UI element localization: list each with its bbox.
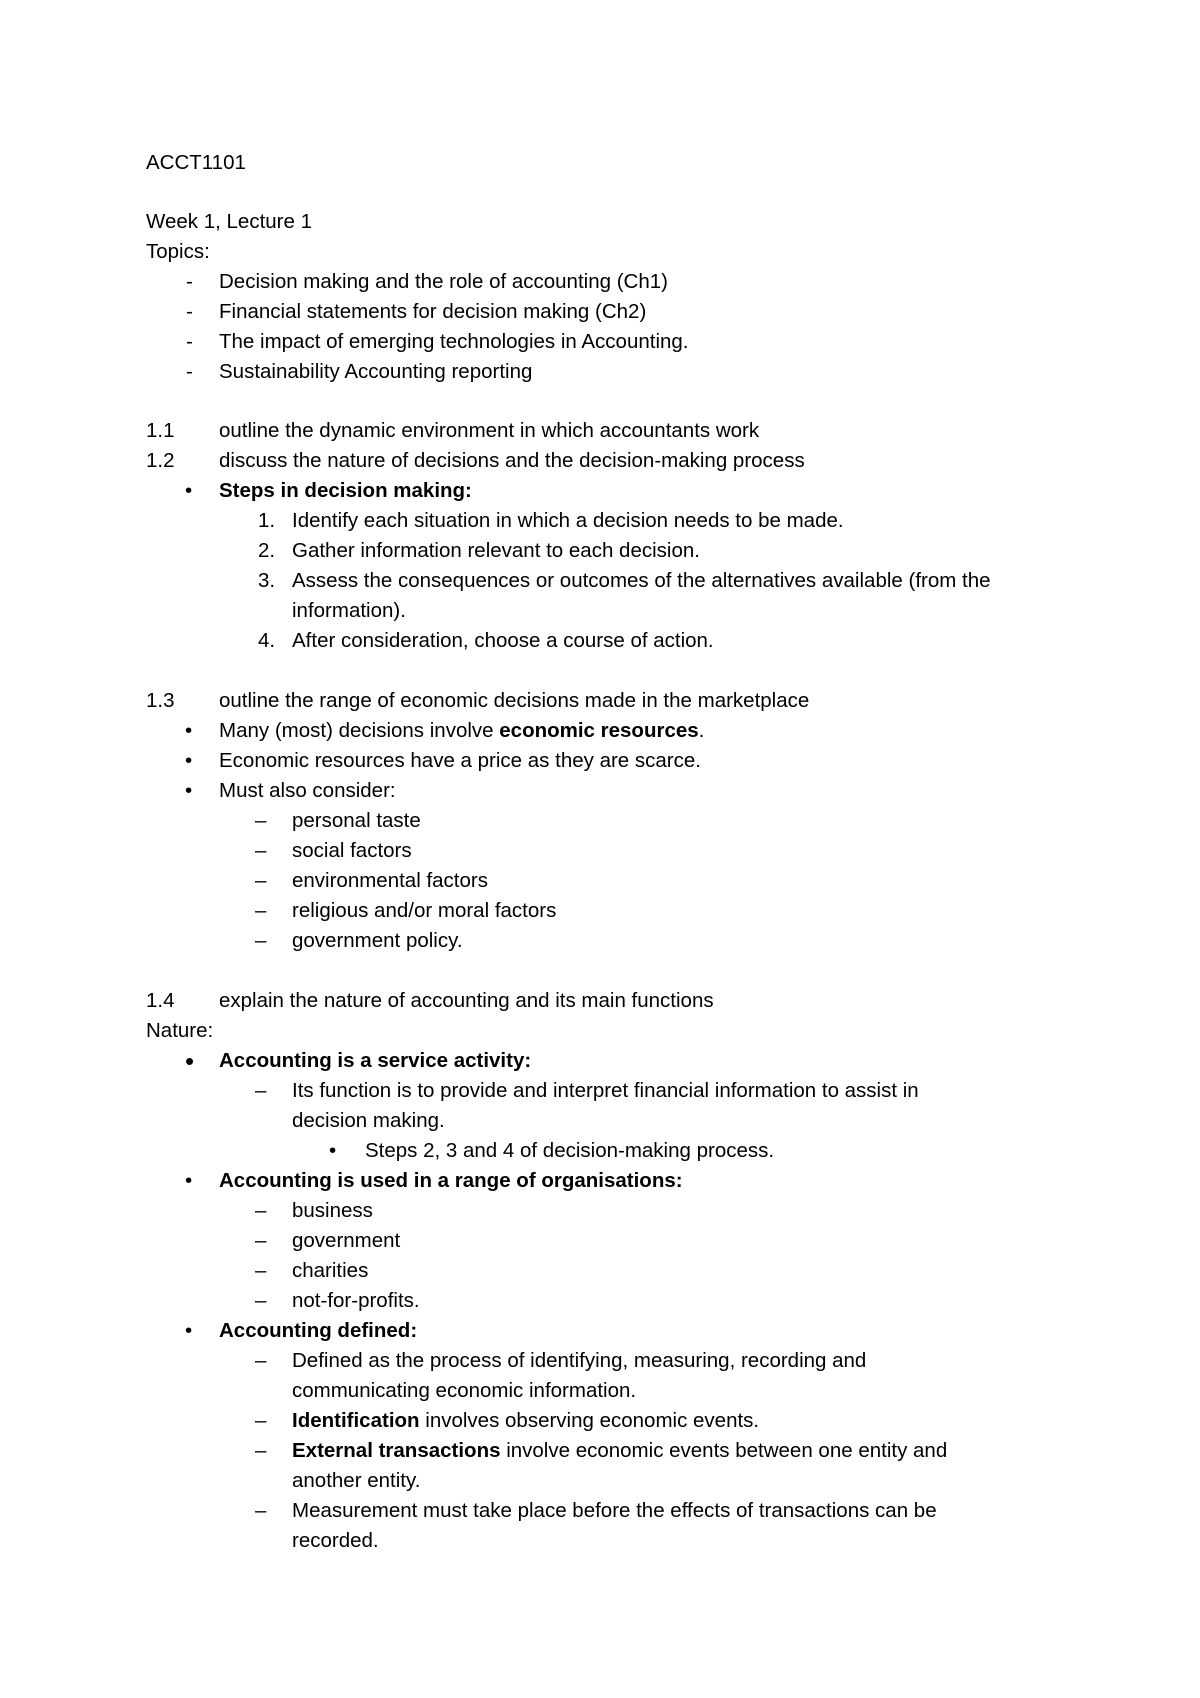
org-item: business — [292, 1199, 373, 1222]
bullet-marker: • — [329, 1139, 337, 1162]
service-text: Its function is to provide and interpret financial information to assist in — [292, 1079, 919, 1102]
orgs-heading: Accounting is used in a range of organisations: — [219, 1169, 683, 1192]
step-number: 1. — [258, 509, 276, 532]
org-item: not-for-profits. — [292, 1289, 420, 1312]
step-text-continued: information). — [292, 599, 406, 622]
section-number: 1.4 — [146, 989, 175, 1012]
definition-text-continued: another entity. — [292, 1469, 421, 1492]
service-sub-item: Steps 2, 3 and 4 of decision-making process. — [365, 1139, 775, 1162]
en-dash-marker: – — [255, 1439, 267, 1462]
service-text-continued: decision making. — [292, 1109, 445, 1132]
consider-item: environmental factors — [292, 869, 488, 892]
bullet-marker: • — [185, 749, 193, 772]
consider-item: religious and/or moral factors — [292, 899, 557, 922]
definition-text-part: involve economic events between one entity and — [500, 1439, 948, 1462]
definition-text — [292, 1406, 759, 1436]
section-title: discuss the nature of decisions and the decision-making process — [219, 449, 805, 472]
topic-item: Sustainability Accounting reporting — [219, 360, 533, 383]
bullet-text-part: . — [698, 719, 705, 742]
en-dash-marker: – — [255, 869, 267, 892]
course-code: ACCT1101 — [146, 151, 246, 174]
en-dash-marker: – — [255, 1289, 267, 1312]
en-dash-marker: – — [255, 1229, 267, 1252]
definition-text — [292, 1436, 947, 1466]
bold-term: economic resources — [499, 719, 699, 742]
bold-term: Identification — [292, 1409, 420, 1432]
step-text: Identify each situation in which a decision needs to be made. — [292, 509, 844, 532]
consider-item: social factors — [292, 839, 412, 862]
dash-marker: - — [186, 270, 193, 293]
section-title: explain the nature of accounting and its main functions — [219, 989, 714, 1012]
step-text: Gather information relevant to each decision. — [292, 539, 700, 562]
definition-text-continued: communicating economic information. — [292, 1379, 637, 1402]
topic-item: Financial statements for decision making (Ch2) — [219, 300, 647, 323]
week-heading: Week 1, Lecture 1 — [146, 210, 312, 233]
definition-text-part: involves observing economic events. — [419, 1409, 760, 1432]
en-dash-marker: – — [255, 929, 267, 952]
en-dash-marker: – — [255, 899, 267, 922]
consider-item: government policy. — [292, 929, 463, 952]
section-number: 1.2 — [146, 449, 175, 472]
step-number: 2. — [258, 539, 276, 562]
definition-text: Measurement must take place before the effects of transactions can be — [292, 1499, 937, 1522]
step-number: 3. — [258, 569, 276, 592]
dash-marker: - — [186, 360, 193, 383]
bullet-marker: • — [185, 1319, 193, 1342]
en-dash-marker: – — [255, 1259, 267, 1282]
service-heading: Accounting is a service activity: — [219, 1049, 532, 1072]
steps-heading: Steps in decision making: — [219, 479, 472, 502]
defined-heading: Accounting defined: — [219, 1319, 418, 1342]
bullet-marker: • — [185, 779, 193, 802]
dash-marker: - — [186, 300, 193, 323]
en-dash-marker: – — [255, 1409, 267, 1432]
section-title: outline the range of economic decisions made in the marketplace — [219, 689, 810, 712]
definition-text: Defined as the process of identifying, measuring, recording and — [292, 1349, 867, 1372]
section-title: outline the dynamic environment in which accountants work — [219, 419, 760, 442]
step-number: 4. — [258, 629, 276, 652]
bullet-text: Must also consider: — [219, 779, 396, 802]
topics-label: Topics: — [146, 240, 210, 263]
org-item: charities — [292, 1259, 369, 1282]
topic-item: Decision making and the role of accounting (Ch1) — [219, 270, 668, 293]
dash-marker: - — [186, 330, 193, 353]
consider-item: personal taste — [292, 809, 421, 832]
bullet-marker: • — [185, 479, 193, 502]
en-dash-marker: – — [255, 1199, 267, 1222]
org-item: government — [292, 1229, 401, 1252]
en-dash-marker: – — [255, 1499, 267, 1522]
bullet-text-part: Many (most) decisions involve — [219, 719, 500, 742]
step-text: Assess the consequences or outcomes of the alternatives available (from the — [292, 569, 991, 592]
bullet-marker: • — [185, 719, 193, 742]
en-dash-marker: – — [255, 1349, 267, 1372]
bullet-text — [219, 716, 704, 746]
bullet-text: Economic resources have a price as they are scarce. — [219, 749, 701, 772]
bullet-marker: • — [185, 1046, 195, 1076]
nature-label: Nature: — [146, 1019, 214, 1042]
definition-text-continued: recorded. — [292, 1529, 379, 1552]
section-number: 1.1 — [146, 419, 175, 442]
bullet-marker: • — [185, 1169, 193, 1192]
en-dash-marker: – — [255, 839, 267, 862]
step-text: After consideration, choose a course of action. — [292, 629, 714, 652]
topic-item: The impact of emerging technologies in Accounting. — [219, 330, 689, 353]
en-dash-marker: – — [255, 809, 267, 832]
section-number: 1.3 — [146, 689, 175, 712]
en-dash-marker: – — [255, 1079, 267, 1102]
bold-term: External transactions — [292, 1439, 501, 1462]
